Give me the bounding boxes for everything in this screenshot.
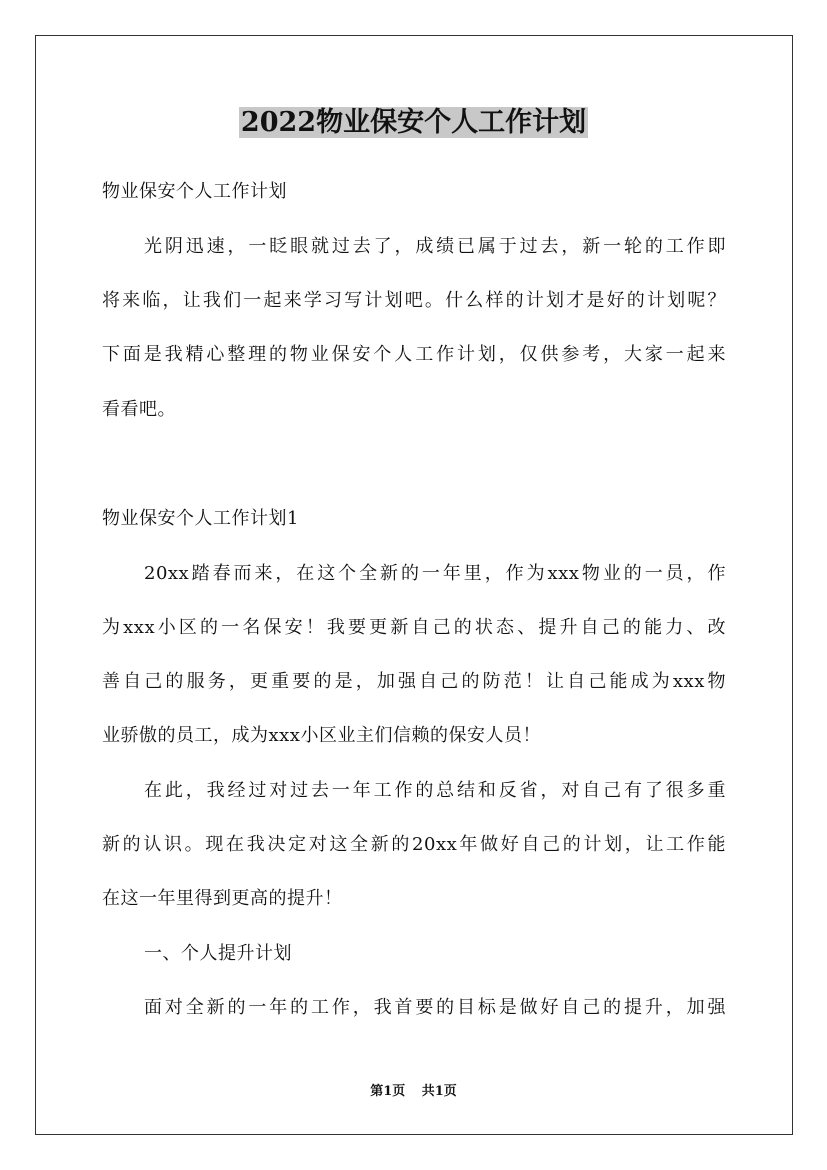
paragraph-line: 20xx踏春而来，在这个全新的一年里，作为xxx物业的一员，作 bbox=[144, 563, 726, 584]
paragraph-line: 为xxx小区的一名保安！我要更新自己的状态、提升自己的能力、改 bbox=[102, 617, 726, 638]
section-heading: 物业保安个人工作计划 bbox=[102, 181, 287, 202]
subsection-heading: 一、个人提升计划 bbox=[144, 943, 292, 964]
paragraph-line: 新的认识。现在我决定对这全新的20xx年做好自己的计划，让工作能 bbox=[102, 834, 726, 855]
paragraph-line: 业骄傲的员工，成为xxx小区业主们信赖的保安人员！ bbox=[102, 725, 541, 746]
section-heading: 物业保安个人工作计划1 bbox=[102, 508, 299, 529]
page-total: 共1页 bbox=[421, 1084, 457, 1099]
paragraph-line: 光阴迅速，一眨眼就过去了，成绩已属于过去，新一轮的工作即 bbox=[144, 236, 726, 257]
paragraph-line: 在此，我经过对过去一年工作的总结和反省，对自己有了很多重 bbox=[144, 780, 726, 801]
paragraph-line: 善自己的服务，更重要的是，加强自己的防范！让自己能成为xxx物 bbox=[102, 671, 726, 692]
document-title-text: 2022物业保安个人工作计划 bbox=[240, 107, 587, 138]
page-footer bbox=[0, 1083, 827, 1101]
paragraph-line: 下面是我精心整理的物业保安个人工作计划，仅供参考，大家一起来 bbox=[102, 344, 726, 365]
paragraph-line: 看看吧。 bbox=[102, 399, 176, 420]
page-number: 第1页 bbox=[370, 1084, 406, 1099]
paragraph-line: 将来临，让我们一起来学习写计划吧。什么样的计划才是好的计划呢？ bbox=[102, 290, 726, 311]
paragraph-line: 面对全新的一年的工作，我首要的目标是做好自己的提升，加强 bbox=[144, 997, 726, 1018]
paragraph-line: 在这一年里得到更高的提升！ bbox=[102, 888, 343, 909]
document-title bbox=[0, 103, 827, 143]
